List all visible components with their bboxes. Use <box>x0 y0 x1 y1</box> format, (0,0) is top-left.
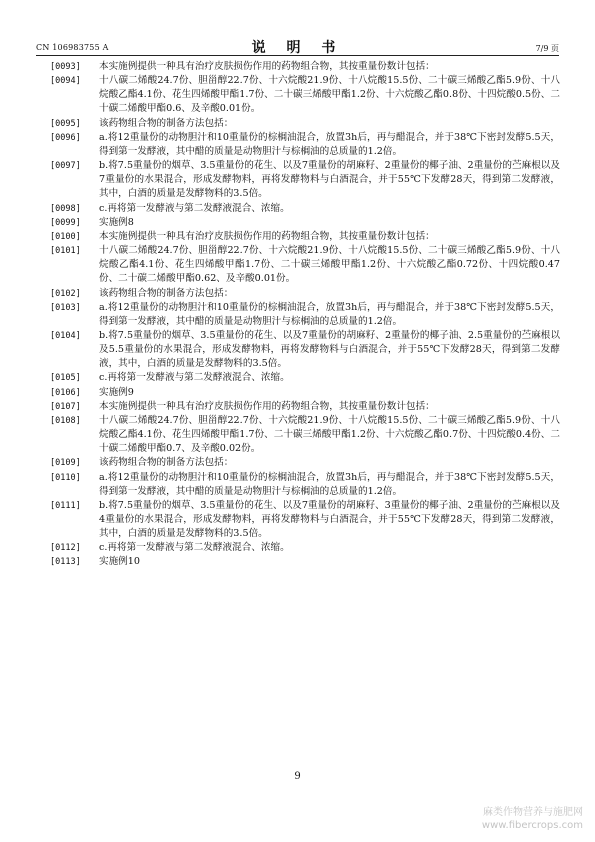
paragraph <box>50 159 560 201</box>
document-body <box>50 60 560 570</box>
paragraph-text: 该药物组合物的制备方法包括： <box>99 117 234 129</box>
paragraph-text: 本实施例提供一种具有治疗皮肤损伤作用的药物组合物，其按重量份数计包括： <box>99 400 435 412</box>
paragraph-number: [0108] <box>50 415 81 426</box>
paragraph-text: c.再将第一发酵液与第二发酵液混合、浓缩。 <box>99 372 290 384</box>
document-title: 说 明 书 <box>251 40 344 56</box>
paragraph <box>50 230 560 244</box>
paragraph-number: [0112] <box>50 543 81 554</box>
paragraph <box>50 555 560 569</box>
paragraph <box>50 301 560 329</box>
paragraph <box>50 244 560 286</box>
paragraph <box>50 202 560 216</box>
paragraph <box>50 287 560 301</box>
paragraph-text: 实施例8 <box>99 216 134 228</box>
paragraph-number: [0102] <box>50 288 81 299</box>
paragraph-number: [0098] <box>50 203 81 214</box>
paragraph-text: a.将12重量份的动物胆汁和10重量份的棕榈油混合，放置3h后，再与醋混合，并于38℃下密封发酵5.5天，得到第一发酵液，其中醋的质量是动物胆汁与棕榈油的总质量的1.2倍。 <box>99 131 560 157</box>
header-rule <box>36 55 559 56</box>
paragraph <box>50 60 560 74</box>
paragraph-number: [0093] <box>50 62 81 72</box>
paragraph <box>50 499 560 541</box>
paragraph-number: [0095] <box>50 118 81 129</box>
paragraph-text: b.将7.5重量份的烟草、3.5重量份的花生、以及7重量份的胡麻籽、3重量份的椰子油、2重量份的苎麻根以及4重量份的水果混合，形成发酵物料，再将发酵物料与白酒混合，并于55℃下发酵28天，得到第二发酵液，其中，白酒的质量是发酵物料的3.5倍。 <box>99 499 560 540</box>
paragraph <box>50 471 560 499</box>
paragraph-number: [0104] <box>50 330 81 341</box>
paragraph-text: c.再将第一发酵液与第二发酵液混合、浓缩。 <box>99 542 290 554</box>
paragraph-number: [0106] <box>50 387 81 398</box>
paragraph <box>50 400 560 414</box>
paragraph-text: 实施例10 <box>99 556 140 568</box>
paragraph-number: [0105] <box>50 373 81 384</box>
page-info: 7/9 页 <box>535 44 559 53</box>
paragraph-number: [0100] <box>50 231 81 242</box>
paragraph-text: b.将7.5重量份的烟草、3.5重量份的花生、以及7重量份的胡麻籽、2重量份的椰子油、2重量份的苎麻根以及7重量份的水果混合，形成发酵物料，再将发酵物料与白酒混合，并于55℃下发酵28天，得到第二发酵液，其中，白酒的质量是发酵物料的3.5倍。 <box>99 160 560 200</box>
paragraph <box>50 456 560 470</box>
paragraph <box>50 216 560 230</box>
paragraph-text: b.将7.5重量份的烟草、3.5重量份的花生、以及7重量份的胡麻籽、2重量份的椰子油、2.5重量份的苎麻根以及5.5重量份的水果混合，形成发酵物料，再将发酵物料与白酒混合，并于55℃下发酵28天，得到第二发酵液，其中，白酒的质量是发酵物料的3.5倍。 <box>99 329 560 370</box>
paragraph <box>50 541 560 555</box>
paragraph-text: 实施例9 <box>99 386 134 398</box>
paragraph-number: [0094] <box>50 76 81 87</box>
paragraph-number: [0111] <box>50 500 81 511</box>
watermark-url: www.fibercrops.com <box>481 820 583 831</box>
paragraph-text: 该药物组合物的制备方法包括： <box>99 287 234 299</box>
paragraph-text: 十八碳二烯酸24.7份、胆甾醇22.7份、十六烷酸21.9份、十八烷酸15.5份、二十碳三烯酸乙酯5.9份、十八烷酸乙酯4.1份、花生四烯酸甲酯1.7份、二十碳三烯酸甲酯1.2份、十六烷酸乙酯0.7份、十四烷酸0.4份、二十碳二烯酸甲酯0.7、及辛酸0.02份。 <box>99 414 560 455</box>
paragraph <box>50 329 560 371</box>
paragraph-number: [0103] <box>50 302 81 313</box>
paragraph <box>50 74 560 116</box>
paragraph-number: [0101] <box>50 246 81 257</box>
paragraph-text: 本实施例提供一种具有治疗皮肤损伤作用的药物组合物，其按重量份数计包括： <box>99 61 435 72</box>
paragraph-text: a.将12重量份的动物胆汁和10重量份的棕榈油混合，放置3h后，再与醋混合，并于38℃下密封发酵5.5天，得到第一发酵液，其中醋的质量是动物胆汁与棕榈油的总质量的1.2倍。 <box>99 301 560 327</box>
paragraph-text: c.再将第一发酵液与第二发酵液混合、浓缩。 <box>99 202 290 214</box>
paragraph-number: [0097] <box>50 161 81 172</box>
paragraph-number: [0107] <box>50 401 81 412</box>
watermark-site-name: 麻类作物营养与施肥网 <box>483 807 583 818</box>
paragraph-number: [0099] <box>50 217 81 228</box>
paragraph-text: 该药物组合物的制备方法包括： <box>99 457 234 469</box>
page-number: 9 <box>294 771 301 782</box>
paragraph-text: 十八碳二烯酸24.7份、胆甾醇22.7份、十六烷酸21.9份、十八烷酸15.5份、二十碳三烯酸乙酯5.9份、十八烷酸乙酯4.1份、花生四烯酸甲酯1.7份、二十碳三烯酸甲酯1.2份、十六烷酸乙酯0.72份、十四烷酸0.47份、二十碳二烯酸甲酯0.62、及辛酸0.01份。 <box>99 245 560 285</box>
paragraph-number: [0110] <box>50 472 81 483</box>
paragraph <box>50 414 560 456</box>
patent-number: CN 106983755 A <box>36 43 109 52</box>
paragraph <box>50 117 560 131</box>
paragraph-text: 十八碳二烯酸24.7份、胆甾醇22.7份、十六烷酸21.9份、十八烷酸15.5份、二十碳三烯酸乙酯5.9份、十八烷酸乙酯4.1份、花生四烯酸甲酯1.7份、二十碳三烯酸甲酯1.2份、十六烷酸乙酯0.8份、十四烷酸0.5份、二十碳二烯酸甲酯0.6、及辛酸0.01份。 <box>99 75 560 115</box>
paragraph <box>50 371 560 385</box>
paragraph-text: a.将12重量份的动物胆汁和10重量份的棕榈油混合，放置3h后，再与醋混合，并于38℃下密封发酵5.5天，得到第一发酵液，其中醋的质量是动物胆汁与棕榈油的总质量的1.2倍。 <box>99 471 560 497</box>
paragraph-number: [0096] <box>50 132 81 143</box>
paragraph <box>50 386 560 400</box>
paragraph-number: [0109] <box>50 458 81 469</box>
paragraph-number: [0113] <box>50 557 81 568</box>
paragraph-text: 本实施例提供一种具有治疗皮肤损伤作用的药物组合物，其按重量份数计包括： <box>99 230 435 242</box>
watermark <box>482 806 583 832</box>
paragraph <box>50 131 560 159</box>
